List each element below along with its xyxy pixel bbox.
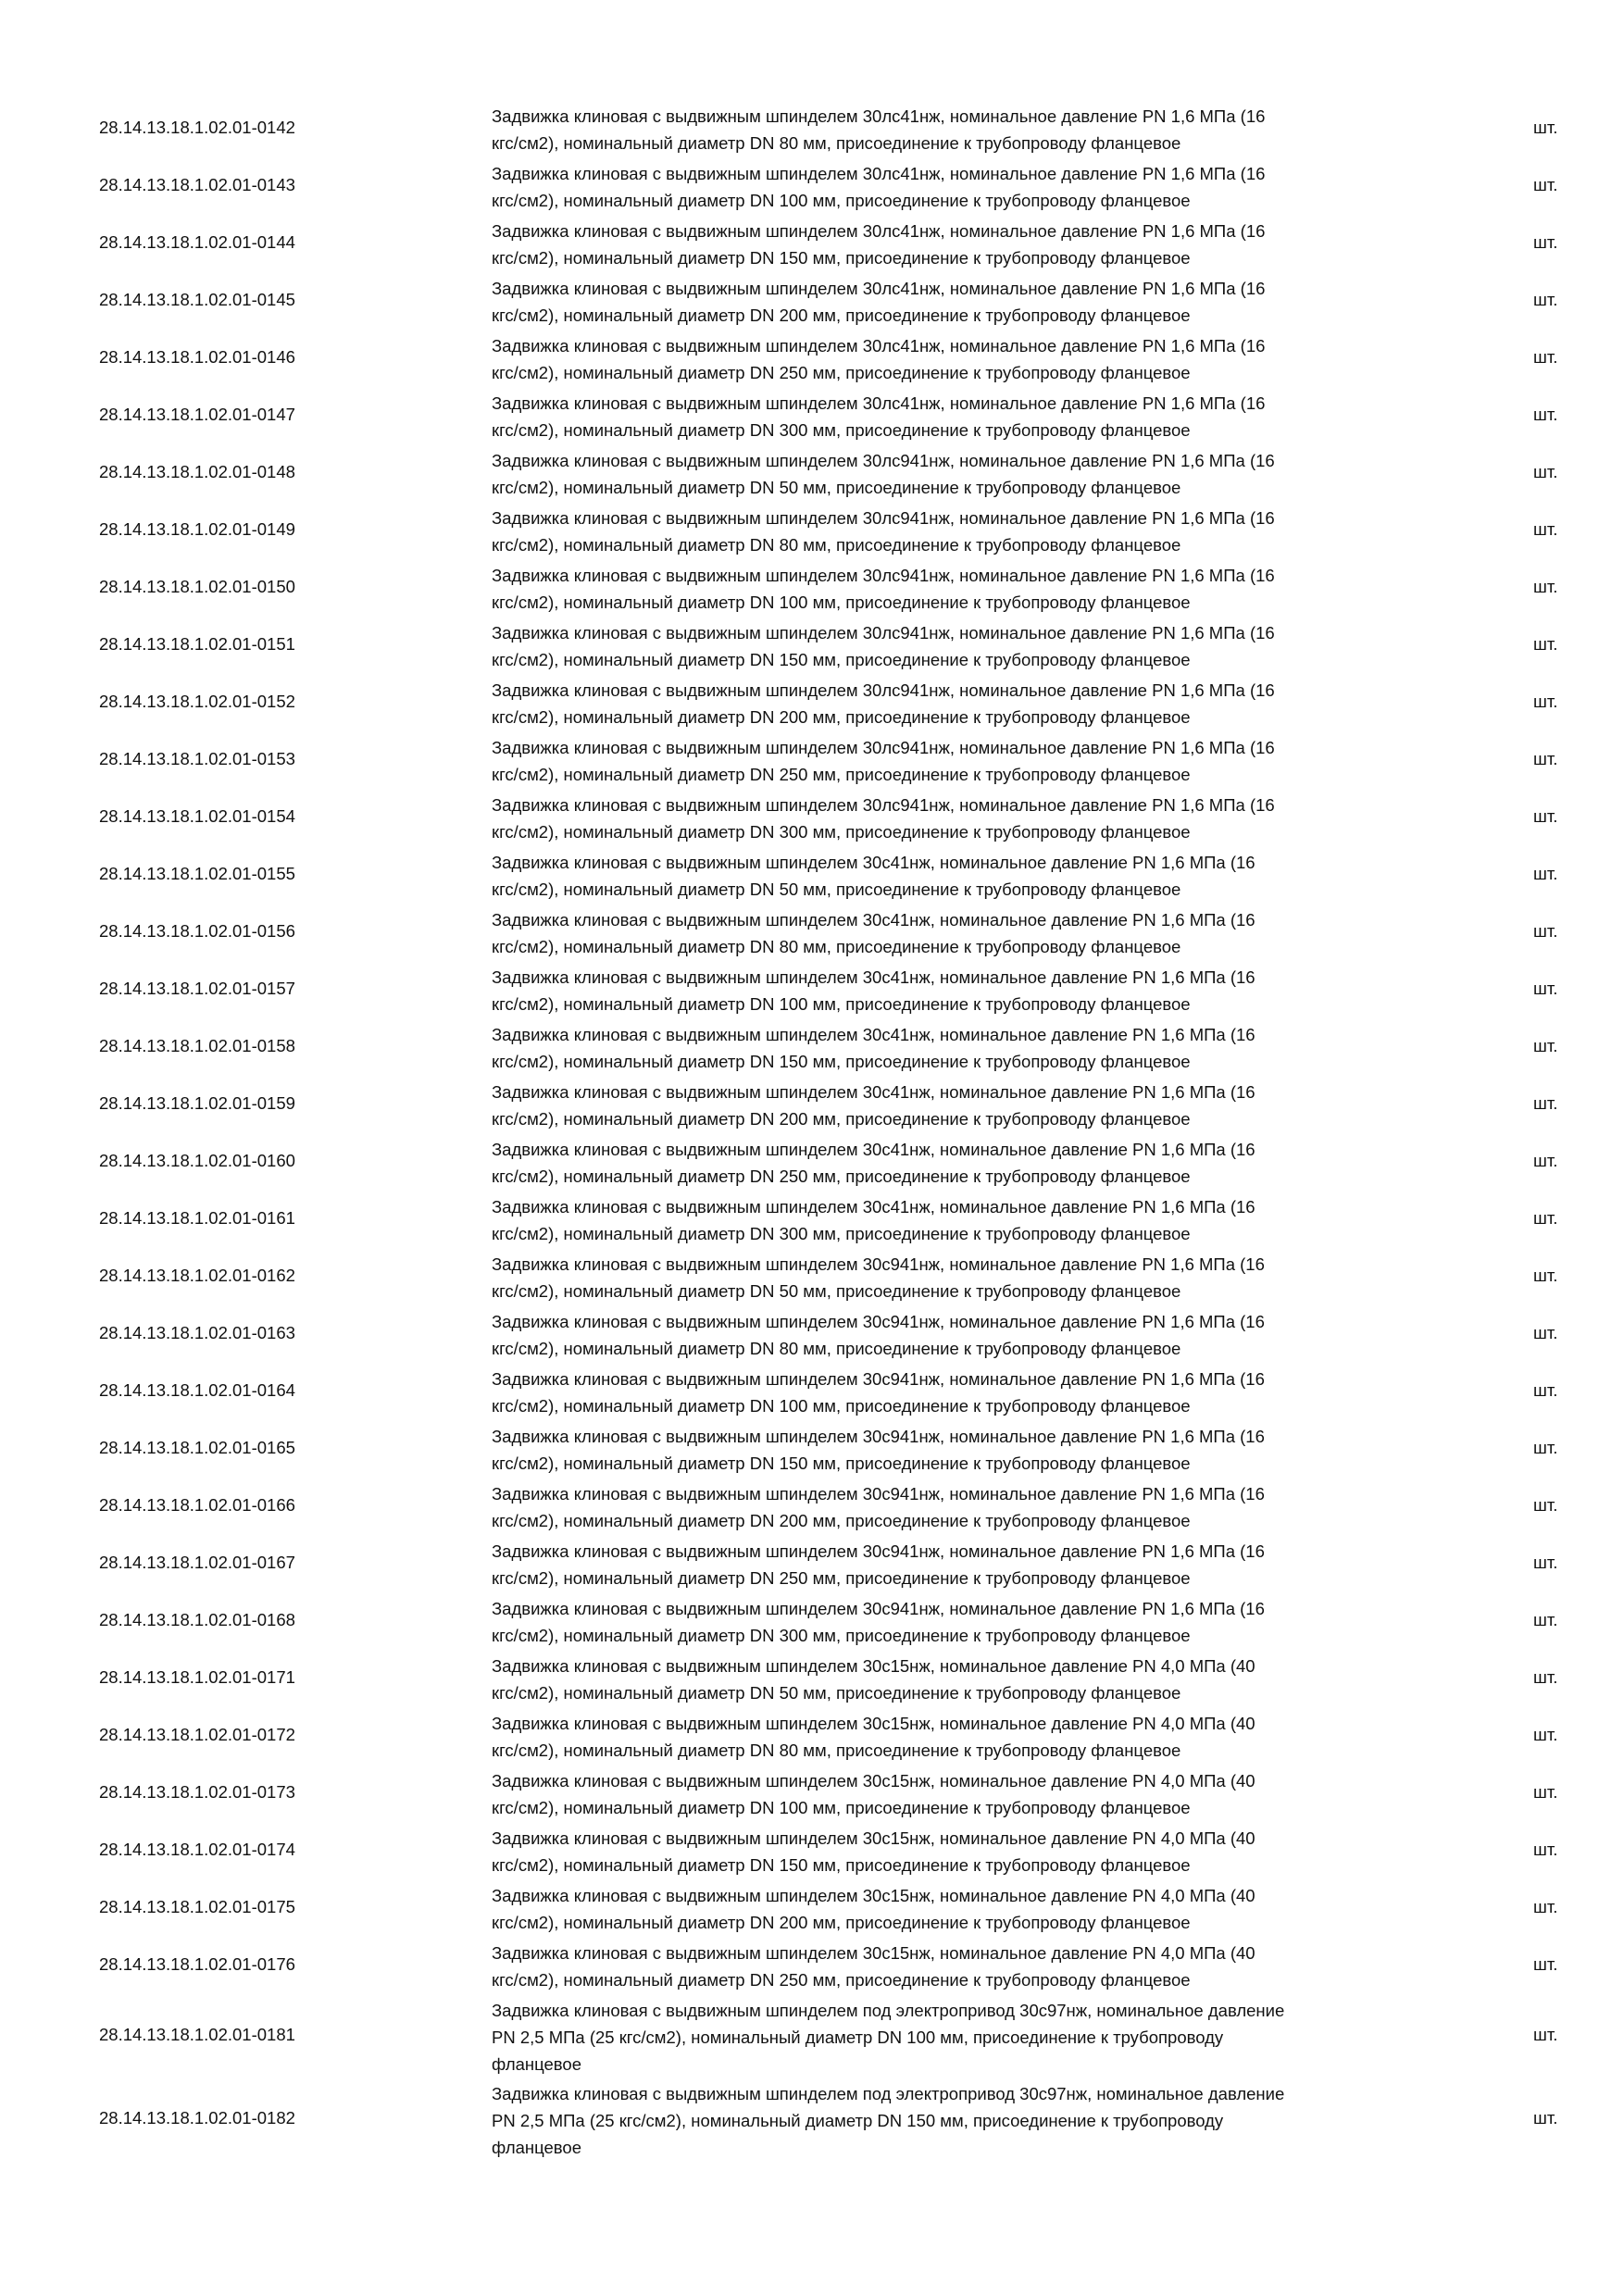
item-unit: шт. bbox=[1533, 2025, 1558, 2044]
item-description-line: кгс/см2), номинальный диаметр DN 200 мм, присоединение к трубопроводу фланцевое bbox=[492, 1913, 1191, 1932]
item-code: 28.14.13.18.1.02.01-0152 bbox=[99, 692, 295, 711]
item-description-line: фланцевое bbox=[492, 2054, 581, 2074]
item-description bbox=[492, 677, 1455, 730]
item-description bbox=[492, 103, 1455, 156]
item-description-line: Задвижка клиновая с выдвижным шпинделем 30с41нж, номинальное давление PN 1,6 МПа (16 bbox=[492, 853, 1255, 872]
table-row bbox=[0, 558, 1624, 616]
item-description bbox=[492, 1882, 1455, 1936]
item-code: 28.14.13.18.1.02.01-0150 bbox=[99, 577, 295, 596]
item-unit: шт. bbox=[1533, 1725, 1558, 1744]
item-code: 28.14.13.18.1.02.01-0149 bbox=[99, 519, 295, 539]
item-description-line: кгс/см2), номинальный диаметр DN 150 мм, присоединение к трубопроводу фланцевое bbox=[492, 1454, 1191, 1473]
item-description-line: Задвижка клиновая с выдвижным шпинделем 30с941нж, номинальное давление PN 1,6 МПа (16 bbox=[492, 1312, 1265, 1331]
table-row bbox=[0, 214, 1624, 271]
item-unit: шт. bbox=[1533, 405, 1558, 424]
item-description bbox=[492, 1997, 1455, 2078]
item-code: 28.14.13.18.1.02.01-0146 bbox=[99, 347, 295, 367]
item-description-line: Задвижка клиновая с выдвижным шпинделем 30с15нж, номинальное давление PN 4,0 МПа (40 bbox=[492, 1771, 1255, 1791]
item-unit: шт. bbox=[1533, 921, 1558, 941]
item-unit: шт. bbox=[1533, 462, 1558, 481]
item-unit: шт. bbox=[1533, 2108, 1558, 2128]
item-unit: шт. bbox=[1533, 806, 1558, 826]
item-code: 28.14.13.18.1.02.01-0142 bbox=[99, 118, 295, 137]
table-row bbox=[0, 788, 1624, 845]
item-description-line: кгс/см2), номинальный диаметр DN 300 мм, присоединение к трубопроводу фланцевое bbox=[492, 420, 1191, 440]
item-description-line: кгс/см2), номинальный диаметр DN 80 мм, присоединение к трубопроводу фланцевое bbox=[492, 1741, 1181, 1760]
item-code: 28.14.13.18.1.02.01-0173 bbox=[99, 1782, 295, 1802]
item-unit: шт. bbox=[1533, 1323, 1558, 1342]
item-description-line: Задвижка клиновая с выдвижным шпинделем 30с941нж, номинальное давление PN 1,6 МПа (16 bbox=[492, 1254, 1265, 1274]
item-code: 28.14.13.18.1.02.01-0172 bbox=[99, 1725, 295, 1744]
item-unit: шт. bbox=[1533, 519, 1558, 539]
item-description bbox=[492, 849, 1455, 903]
item-description-line: кгс/см2), номинальный диаметр DN 250 мм, присоединение к трубопроводу фланцевое bbox=[492, 765, 1191, 784]
item-description-line: кгс/см2), номинальный диаметр DN 300 мм, присоединение к трубопроводу фланцевое bbox=[492, 1224, 1191, 1243]
item-description-line: кгс/см2), номинальный диаметр DN 250 мм, присоединение к трубопроводу фланцевое bbox=[492, 1167, 1191, 1186]
item-description-line: Задвижка клиновая с выдвижным шпинделем 30с41нж, номинальное давление PN 1,6 МПа (16 bbox=[492, 1025, 1255, 1044]
item-description-line: Задвижка клиновая с выдвижным шпинделем 30с15нж, номинальное давление PN 4,0 МПа (40 bbox=[492, 1886, 1255, 1905]
item-description bbox=[492, 906, 1455, 960]
item-unit: шт. bbox=[1533, 232, 1558, 252]
item-code: 28.14.13.18.1.02.01-0156 bbox=[99, 921, 295, 941]
item-description bbox=[492, 1423, 1455, 1477]
table-row bbox=[0, 1936, 1624, 1993]
item-description-line: кгс/см2), номинальный диаметр DN 200 мм, присоединение к трубопроводу фланцевое bbox=[492, 306, 1191, 325]
item-description bbox=[492, 619, 1455, 673]
item-code: 28.14.13.18.1.02.01-0155 bbox=[99, 864, 295, 883]
item-description-line: Задвижка клиновая с выдвижным шпинделем 30лс941нж, номинальное давление PN 1,6 МПа (16 bbox=[492, 451, 1275, 470]
item-unit: шт. bbox=[1533, 290, 1558, 309]
item-description bbox=[492, 1480, 1455, 1534]
item-description-line: кгс/см2), номинальный диаметр DN 200 мм, присоединение к трубопроводу фланцевое bbox=[492, 1109, 1191, 1129]
item-description bbox=[492, 1710, 1455, 1764]
item-code: 28.14.13.18.1.02.01-0165 bbox=[99, 1438, 295, 1457]
table-row bbox=[0, 1419, 1624, 1477]
item-description-line: Задвижка клиновая с выдвижным шпинделем 30с15нж, номинальное давление PN 4,0 МПа (40 bbox=[492, 1714, 1255, 1733]
table-row bbox=[0, 386, 1624, 443]
item-description-line: Задвижка клиновая с выдвижным шпинделем 30с15нж, номинальное давление PN 4,0 МПа (40 bbox=[492, 1656, 1255, 1676]
item-description-line: кгс/см2), номинальный диаметр DN 250 мм, присоединение к трубопроводу фланцевое bbox=[492, 1568, 1191, 1588]
item-description-line: Задвижка клиновая с выдвижным шпинделем 30лс41нж, номинальное давление PN 1,6 МПа (16 bbox=[492, 106, 1266, 126]
table-row bbox=[0, 1304, 1624, 1362]
item-description bbox=[492, 2080, 1455, 2161]
item-description bbox=[492, 505, 1455, 558]
item-code: 28.14.13.18.1.02.01-0154 bbox=[99, 806, 295, 826]
table-row bbox=[0, 1132, 1624, 1190]
item-description bbox=[492, 1079, 1455, 1132]
item-description-line: кгс/см2), номинальный диаметр DN 80 мм, присоединение к трубопроводу фланцевое bbox=[492, 1339, 1181, 1358]
item-description-line: Задвижка клиновая с выдвижным шпинделем 30лс941нж, номинальное давление PN 1,6 МПа (16 bbox=[492, 680, 1275, 700]
table-row bbox=[0, 1706, 1624, 1764]
item-description-line: Задвижка клиновая с выдвижным шпинделем 30лс41нж, номинальное давление PN 1,6 МПа (16 bbox=[492, 221, 1266, 241]
item-code: 28.14.13.18.1.02.01-0161 bbox=[99, 1208, 295, 1228]
table-row bbox=[0, 845, 1624, 903]
item-code: 28.14.13.18.1.02.01-0163 bbox=[99, 1323, 295, 1342]
item-code: 28.14.13.18.1.02.01-0182 bbox=[99, 2108, 295, 2128]
item-description-line: Задвижка клиновая с выдвижным шпинделем 30лс941нж, номинальное давление PN 1,6 МПа (16 bbox=[492, 738, 1275, 757]
table-row bbox=[0, 1821, 1624, 1878]
item-code: 28.14.13.18.1.02.01-0153 bbox=[99, 749, 295, 768]
item-description bbox=[492, 1251, 1455, 1304]
item-description-line: кгс/см2), номинальный диаметр DN 150 мм, присоединение к трубопроводу фланцевое bbox=[492, 650, 1191, 669]
table-row bbox=[0, 903, 1624, 960]
item-code: 28.14.13.18.1.02.01-0168 bbox=[99, 1610, 295, 1629]
item-code: 28.14.13.18.1.02.01-0160 bbox=[99, 1151, 295, 1170]
item-code: 28.14.13.18.1.02.01-0166 bbox=[99, 1495, 295, 1515]
table-row bbox=[0, 443, 1624, 501]
item-description-line: Задвижка клиновая с выдвижным шпинделем 30с15нж, номинальное давление PN 4,0 МПа (40 bbox=[492, 1828, 1255, 1848]
item-description bbox=[492, 1825, 1455, 1878]
table-row bbox=[0, 1649, 1624, 1706]
item-description-line: Задвижка клиновая с выдвижным шпинделем 30с41нж, номинальное давление PN 1,6 МПа (16 bbox=[492, 967, 1255, 987]
item-description bbox=[492, 1538, 1455, 1591]
item-code: 28.14.13.18.1.02.01-0144 bbox=[99, 232, 295, 252]
item-description bbox=[492, 1193, 1455, 1247]
item-description-line: кгс/см2), номинальный диаметр DN 250 мм, присоединение к трубопроводу фланцевое bbox=[492, 363, 1191, 382]
table-row bbox=[0, 960, 1624, 1017]
item-description-line: Задвижка клиновая с выдвижным шпинделем 30с41нж, номинальное давление PN 1,6 МПа (16 bbox=[492, 1197, 1255, 1217]
item-description bbox=[492, 1767, 1455, 1821]
item-description-line: Задвижка клиновая с выдвижным шпинделем 30с41нж, номинальное давление PN 1,6 МПа (16 bbox=[492, 1140, 1255, 1159]
item-code: 28.14.13.18.1.02.01-0148 bbox=[99, 462, 295, 481]
item-code: 28.14.13.18.1.02.01-0147 bbox=[99, 405, 295, 424]
item-description bbox=[492, 1366, 1455, 1419]
item-unit: шт. bbox=[1533, 175, 1558, 194]
item-unit: шт. bbox=[1533, 118, 1558, 137]
item-code: 28.14.13.18.1.02.01-0159 bbox=[99, 1093, 295, 1113]
item-description-line: кгс/см2), номинальный диаметр DN 100 мм, присоединение к трубопроводу фланцевое bbox=[492, 191, 1191, 210]
price-list-table bbox=[0, 99, 1624, 2160]
item-unit: шт. bbox=[1533, 1151, 1558, 1170]
item-description bbox=[492, 964, 1455, 1017]
item-unit: шт. bbox=[1533, 1380, 1558, 1400]
table-row bbox=[0, 2077, 1624, 2160]
item-description-line: Задвижка клиновая с выдвижным шпинделем 30с41нж, номинальное давление PN 1,6 МПа (16 bbox=[492, 910, 1255, 930]
item-description-line: Задвижка клиновая с выдвижным шпинделем 30с941нж, номинальное давление PN 1,6 МПа (16 bbox=[492, 1369, 1265, 1389]
item-description-line: Задвижка клиновая с выдвижным шпинделем 30лс41нж, номинальное давление PN 1,6 МПа (16 bbox=[492, 279, 1266, 298]
item-description-line: Задвижка клиновая с выдвижным шпинделем 30лс941нж, номинальное давление PN 1,6 МПа (16 bbox=[492, 623, 1275, 643]
item-description bbox=[492, 447, 1455, 501]
table-row bbox=[0, 1247, 1624, 1304]
item-description-line: кгс/см2), номинальный диаметр DN 50 мм, присоединение к трубопроводу фланцевое bbox=[492, 478, 1181, 497]
item-description bbox=[492, 734, 1455, 788]
item-description bbox=[492, 390, 1455, 443]
item-description bbox=[492, 562, 1455, 616]
item-code: 28.14.13.18.1.02.01-0175 bbox=[99, 1897, 295, 1916]
item-description bbox=[492, 1308, 1455, 1362]
item-description-line: кгс/см2), номинальный диаметр DN 80 мм, присоединение к трубопроводу фланцевое bbox=[492, 133, 1181, 153]
item-unit: шт. bbox=[1533, 1840, 1558, 1859]
item-description bbox=[492, 160, 1455, 214]
table-row bbox=[0, 329, 1624, 386]
item-unit: шт. bbox=[1533, 692, 1558, 711]
item-description bbox=[492, 1595, 1455, 1649]
item-description-line: Задвижка клиновая с выдвижным шпинделем 30лс41нж, номинальное давление PN 1,6 МПа (16 bbox=[492, 164, 1266, 183]
item-unit: шт. bbox=[1533, 634, 1558, 654]
item-code: 28.14.13.18.1.02.01-0181 bbox=[99, 2025, 295, 2044]
table-row bbox=[0, 730, 1624, 788]
item-description-line: Задвижка клиновая с выдвижным шпинделем 30с15нж, номинальное давление PN 4,0 МПа (40 bbox=[492, 1943, 1255, 1963]
item-description-line: кгс/см2), номинальный диаметр DN 100 мм, присоединение к трубопроводу фланцевое bbox=[492, 1798, 1191, 1817]
item-description-line: кгс/см2), номинальный диаметр DN 50 мм, присоединение к трубопроводу фланцевое bbox=[492, 1281, 1181, 1301]
table-row bbox=[0, 1362, 1624, 1419]
item-description bbox=[492, 275, 1455, 329]
item-unit: шт. bbox=[1533, 1495, 1558, 1515]
table-row bbox=[0, 156, 1624, 214]
item-description bbox=[492, 1940, 1455, 1993]
item-code: 28.14.13.18.1.02.01-0171 bbox=[99, 1667, 295, 1687]
item-description bbox=[492, 218, 1455, 271]
item-unit: шт. bbox=[1533, 1438, 1558, 1457]
item-description-line: Задвижка клиновая с выдвижным шпинделем 30лс41нж, номинальное давление PN 1,6 МПа (16 bbox=[492, 393, 1266, 413]
item-description bbox=[492, 1653, 1455, 1706]
table-row bbox=[0, 673, 1624, 730]
item-description-line: Задвижка клиновая с выдвижным шпинделем 30с941нж, номинальное давление PN 1,6 МПа (16 bbox=[492, 1427, 1265, 1446]
item-description-line: Задвижка клиновая с выдвижным шпинделем 30лс41нж, номинальное давление PN 1,6 МПа (16 bbox=[492, 336, 1266, 356]
item-description bbox=[492, 1136, 1455, 1190]
table-row bbox=[0, 1017, 1624, 1075]
item-description-line: фланцевое bbox=[492, 2138, 581, 2157]
item-description-line: Задвижка клиновая с выдвижным шпинделем 30лс941нж, номинальное давление PN 1,6 МПа (16 bbox=[492, 795, 1275, 815]
item-unit: шт. bbox=[1533, 864, 1558, 883]
item-description-line: кгс/см2), номинальный диаметр DN 50 мм, присоединение к трубопроводу фланцевое bbox=[492, 880, 1181, 899]
item-description-line: Задвижка клиновая с выдвижным шпинделем 30лс941нж, номинальное давление PN 1,6 МПа (16 bbox=[492, 508, 1275, 528]
item-description-line: кгс/см2), номинальный диаметр DN 150 мм, присоединение к трубопроводу фланцевое bbox=[492, 1855, 1191, 1875]
table-row bbox=[0, 271, 1624, 329]
item-description-line: Задвижка клиновая с выдвижным шпинделем 30с941нж, номинальное давление PN 1,6 МПа (16 bbox=[492, 1541, 1265, 1561]
item-description-line: кгс/см2), номинальный диаметр DN 150 мм, присоединение к трубопроводу фланцевое bbox=[492, 248, 1191, 268]
table-row bbox=[0, 1591, 1624, 1649]
item-description-line: кгс/см2), номинальный диаметр DN 80 мм, присоединение к трубопроводу фланцевое bbox=[492, 937, 1181, 956]
item-unit: шт. bbox=[1533, 1553, 1558, 1572]
item-description-line: Задвижка клиновая с выдвижным шпинделем 30с941нж, номинальное давление PN 1,6 МПа (16 bbox=[492, 1599, 1265, 1618]
item-description bbox=[492, 792, 1455, 845]
table-row bbox=[0, 501, 1624, 558]
item-description bbox=[492, 332, 1455, 386]
item-description-line: Задвижка клиновая с выдвижным шпинделем 30с41нж, номинальное давление PN 1,6 МПа (16 bbox=[492, 1082, 1255, 1102]
item-unit: шт. bbox=[1533, 1266, 1558, 1285]
table-row bbox=[0, 1534, 1624, 1591]
table-row bbox=[0, 1477, 1624, 1534]
item-description-line: кгс/см2), номинальный диаметр DN 150 мм, присоединение к трубопроводу фланцевое bbox=[492, 1052, 1191, 1071]
item-code: 28.14.13.18.1.02.01-0145 bbox=[99, 290, 295, 309]
table-row bbox=[0, 1878, 1624, 1936]
item-code: 28.14.13.18.1.02.01-0157 bbox=[99, 979, 295, 998]
item-description-line: кгс/см2), номинальный диаметр DN 100 мм, присоединение к трубопроводу фланцевое bbox=[492, 593, 1191, 612]
item-unit: шт. bbox=[1533, 347, 1558, 367]
item-unit: шт. bbox=[1533, 1897, 1558, 1916]
item-code: 28.14.13.18.1.02.01-0143 bbox=[99, 175, 295, 194]
item-description-line: PN 2,5 МПа (25 кгс/см2), номинальный диаметр DN 150 мм, присоединение к трубопроводу bbox=[492, 2111, 1224, 2130]
item-description-line: кгс/см2), номинальный диаметр DN 250 мм, присоединение к трубопроводу фланцевое bbox=[492, 1970, 1191, 1990]
item-description-line: Задвижка клиновая с выдвижным шпинделем под электропривод 30с97нж, номинальное давление bbox=[492, 2001, 1285, 2020]
item-unit: шт. bbox=[1533, 979, 1558, 998]
item-unit: шт. bbox=[1533, 577, 1558, 596]
item-unit: шт. bbox=[1533, 1208, 1558, 1228]
item-code: 28.14.13.18.1.02.01-0162 bbox=[99, 1266, 295, 1285]
table-row bbox=[0, 1993, 1624, 2077]
item-unit: шт. bbox=[1533, 1610, 1558, 1629]
item-code: 28.14.13.18.1.02.01-0151 bbox=[99, 634, 295, 654]
item-description-line: кгс/см2), номинальный диаметр DN 80 мм, присоединение к трубопроводу фланцевое bbox=[492, 535, 1181, 555]
item-unit: шт. bbox=[1533, 749, 1558, 768]
item-unit: шт. bbox=[1533, 1954, 1558, 1974]
item-unit: шт. bbox=[1533, 1036, 1558, 1055]
item-description-line: Задвижка клиновая с выдвижным шпинделем 30с941нж, номинальное давление PN 1,6 МПа (16 bbox=[492, 1484, 1265, 1504]
item-unit: шт. bbox=[1533, 1782, 1558, 1802]
item-unit: шт. bbox=[1533, 1093, 1558, 1113]
item-code: 28.14.13.18.1.02.01-0158 bbox=[99, 1036, 295, 1055]
table-row bbox=[0, 1075, 1624, 1132]
item-description-line: Задвижка клиновая с выдвижным шпинделем под электропривод 30с97нж, номинальное давление bbox=[492, 2084, 1285, 2103]
item-code: 28.14.13.18.1.02.01-0176 bbox=[99, 1954, 295, 1974]
item-code: 28.14.13.18.1.02.01-0174 bbox=[99, 1840, 295, 1859]
item-description-line: PN 2,5 МПа (25 кгс/см2), номинальный диаметр DN 100 мм, присоединение к трубопроводу bbox=[492, 2028, 1224, 2047]
table-row bbox=[0, 99, 1624, 156]
item-description-line: кгс/см2), номинальный диаметр DN 200 мм, присоединение к трубопроводу фланцевое bbox=[492, 707, 1191, 727]
item-description-line: Задвижка клиновая с выдвижным шпинделем 30лс941нж, номинальное давление PN 1,6 МПа (16 bbox=[492, 566, 1275, 585]
item-unit: шт. bbox=[1533, 1667, 1558, 1687]
item-description-line: кгс/см2), номинальный диаметр DN 300 мм, присоединение к трубопроводу фланцевое bbox=[492, 1626, 1191, 1645]
item-description bbox=[492, 1021, 1455, 1075]
table-row bbox=[0, 1764, 1624, 1821]
item-description-line: кгс/см2), номинальный диаметр DN 300 мм, присоединение к трубопроводу фланцевое bbox=[492, 822, 1191, 842]
item-code: 28.14.13.18.1.02.01-0164 bbox=[99, 1380, 295, 1400]
table-row bbox=[0, 616, 1624, 673]
item-code: 28.14.13.18.1.02.01-0167 bbox=[99, 1553, 295, 1572]
item-description-line: кгс/см2), номинальный диаметр DN 100 мм, присоединение к трубопроводу фланцевое bbox=[492, 1396, 1191, 1416]
item-description-line: кгс/см2), номинальный диаметр DN 200 мм, присоединение к трубопроводу фланцевое bbox=[492, 1511, 1191, 1530]
item-description-line: кгс/см2), номинальный диаметр DN 50 мм, присоединение к трубопроводу фланцевое bbox=[492, 1683, 1181, 1703]
table-row bbox=[0, 1190, 1624, 1247]
item-description-line: кгс/см2), номинальный диаметр DN 100 мм, присоединение к трубопроводу фланцевое bbox=[492, 994, 1191, 1014]
